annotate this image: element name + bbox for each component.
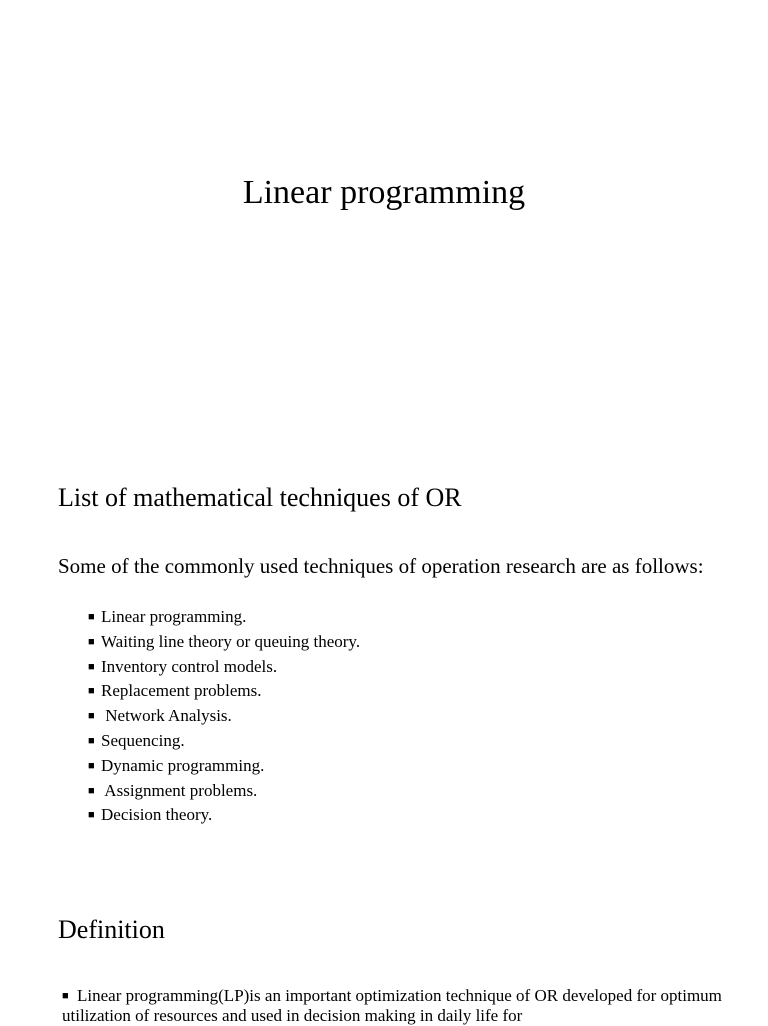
- list-item: [88, 779, 360, 804]
- list-item: [88, 630, 360, 655]
- list-item-text: Assignment problems.: [101, 780, 258, 800]
- list-item: [88, 679, 360, 704]
- techniques-heading: List of mathematical techniques of OR: [58, 483, 462, 512]
- techniques-list: [88, 605, 360, 828]
- list-item: [88, 803, 360, 828]
- bullet-square-icon: ■: [88, 635, 95, 648]
- list-item: [88, 655, 360, 680]
- bullet-square-icon: ■: [62, 990, 69, 1002]
- slide-definition: [0, 880, 768, 1024]
- list-item: [88, 605, 360, 630]
- list-item-text: Decision theory.: [101, 805, 213, 825]
- definition-text: Linear programming(LP)is an important optimization technique of OR developed for optimum utilization of resources and used in decision making in daily life for: [62, 986, 722, 1025]
- bullet-square-icon: ■: [88, 685, 95, 698]
- list-item: [88, 754, 360, 779]
- bullet-square-icon: ■: [88, 759, 95, 772]
- list-item-text: Waiting line theory or queuing theory.: [101, 631, 361, 651]
- list-item-text: Linear programming.: [101, 607, 247, 626]
- bullet-square-icon: ■: [88, 710, 95, 723]
- definition-paragraph: [62, 986, 722, 1026]
- list-item-text: Inventory control models.: [101, 656, 278, 676]
- list-item-text: Replacement problems.: [101, 681, 262, 701]
- list-item: [88, 729, 360, 754]
- bullet-square-icon: ■: [88, 660, 95, 673]
- list-item-text: Network Analysis.: [101, 706, 232, 726]
- list-item-text: Sequencing.: [101, 730, 185, 750]
- techniques-intro: Some of the commonly used techniques of operation research are as follows:: [58, 554, 704, 578]
- list-item-text: Dynamic programming.: [101, 755, 265, 775]
- definition-heading: Definition: [58, 915, 165, 944]
- slide-title: [0, 0, 768, 420]
- bullet-square-icon: ■: [88, 611, 95, 623]
- bullet-square-icon: ■: [88, 784, 95, 797]
- slide-techniques: [0, 420, 768, 880]
- slide-title-text: Linear programming: [242, 174, 526, 211]
- bullet-square-icon: ■: [88, 809, 95, 822]
- list-item: [88, 704, 360, 729]
- bullet-square-icon: ■: [88, 734, 95, 747]
